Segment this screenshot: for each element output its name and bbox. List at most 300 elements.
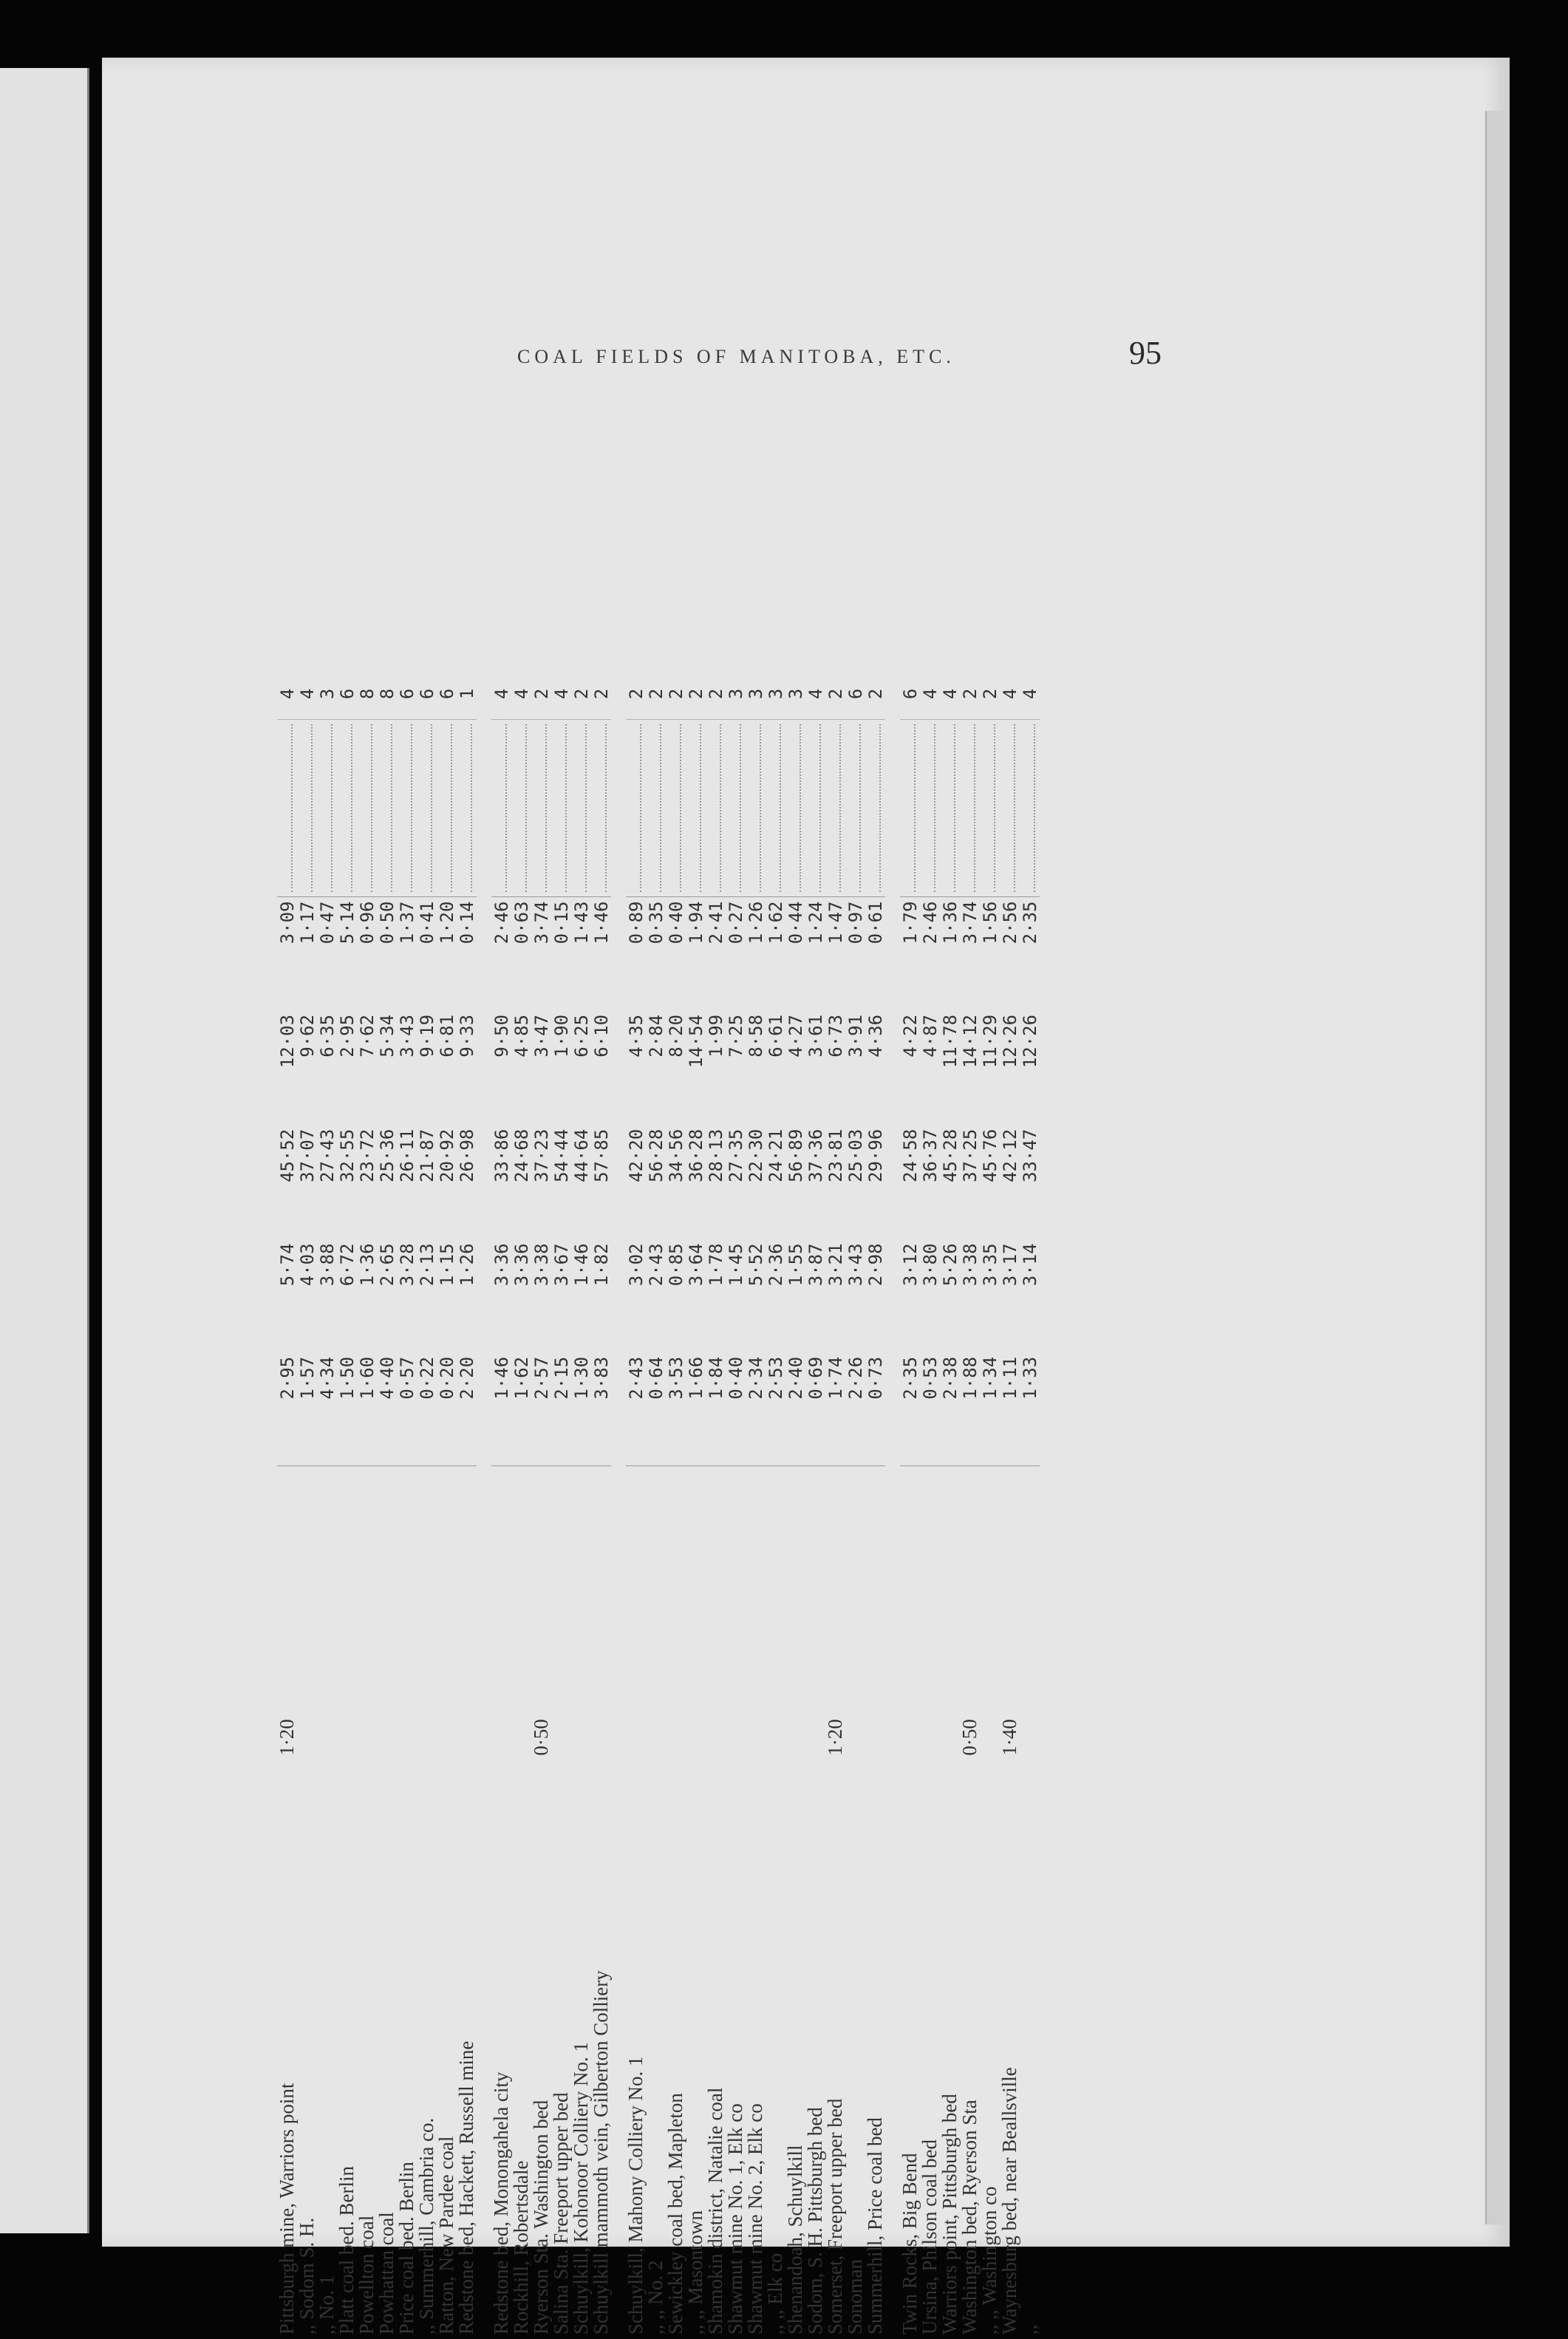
column-2-cell: 0·85: [665, 1243, 686, 1287]
column-4-cell: 3·43: [396, 1014, 417, 1058]
column-1-cell: 0·53: [919, 1356, 941, 1400]
column-5-cell: 1·43: [571, 896, 591, 1010]
dot-leader: [751, 724, 761, 892]
column-5-cell: 0·27: [726, 896, 746, 1010]
reference-number-cell: 3: [316, 688, 338, 700]
column-4-cell: 9·19: [416, 1014, 437, 1058]
dot-leader-cell: [397, 719, 417, 896]
column-4-cell: 4·27: [785, 1014, 806, 1058]
locality-cell: Redstone bed, Monongahela city: [490, 2071, 512, 2335]
column-4-cell: 4·22: [899, 1014, 921, 1058]
table-row: [626, 669, 646, 2339]
table-row: [297, 669, 317, 2339]
column-5-cell: 0·50: [377, 896, 397, 1010]
column-4-cell: 14·12: [959, 1014, 981, 1069]
dot-leader-cell: [845, 719, 865, 896]
table-row: [571, 669, 591, 2339]
lead-value-cell: [666, 1466, 686, 1760]
column-5-cell: 1·20: [437, 896, 457, 1010]
column-2-cell: 1·55: [785, 1243, 806, 1287]
table-row: [457, 669, 477, 2339]
locality-cell: Schuylkill, Mahony Colliery No. 1: [624, 2056, 647, 2335]
locality-cell: Schuylkill mammoth vein, Gilberton Colliery: [590, 1970, 612, 2335]
column-3-cell: 36·37: [919, 1128, 941, 1182]
column-1-cell: 2·43: [625, 1356, 647, 1400]
lead-value-cell: [940, 1466, 960, 1760]
table-row: [437, 669, 457, 2339]
column-2-cell: 1·26: [456, 1243, 477, 1287]
column-2-cell: 5·26: [939, 1243, 961, 1287]
column-2-cell: 1·46: [570, 1243, 592, 1287]
lead-value-cell: [686, 1466, 706, 1760]
lead-value-cell: [865, 1466, 885, 1760]
table-row: [845, 669, 865, 2339]
locality-cell: Ryerson Sta. Washington bed: [530, 2100, 552, 2335]
column-2-cell: 2·65: [376, 1243, 398, 1287]
reference-number-cell: 4: [999, 688, 1020, 700]
column-3-cell: 37·23: [531, 1128, 552, 1182]
column-5-cell: 1·17: [297, 896, 317, 1010]
table-row: [377, 669, 397, 2339]
dot-leader: [556, 724, 567, 892]
dot-leader-cell: [277, 719, 297, 896]
column-1-cell: 1·88: [959, 1356, 981, 1400]
column-2-cell: 3·43: [845, 1243, 866, 1287]
column-1-cell: 1·34: [979, 1356, 1001, 1400]
column-5-cell: 0·44: [785, 896, 805, 1010]
column-2-cell: 3·67: [550, 1243, 572, 1287]
dot-leader-cell: [646, 719, 666, 896]
reference-number-cell: 4: [511, 688, 532, 700]
column-1-cell: 2·53: [765, 1356, 786, 1400]
table-row: [337, 669, 357, 2339]
table-row: [417, 669, 437, 2339]
column-2-cell: 1·15: [436, 1243, 457, 1287]
column-3-cell: 24·21: [765, 1128, 786, 1182]
column-2-cell: 3·64: [685, 1243, 706, 1287]
dot-leader: [536, 724, 547, 892]
column-4-cell: 6·10: [590, 1014, 612, 1058]
column-2-cell: 5·74: [276, 1243, 298, 1287]
column-2-cell: 3·80: [919, 1243, 941, 1287]
table-row: [726, 669, 746, 2339]
column-1-cell: 0·64: [645, 1356, 667, 1400]
column-4-cell: 9·62: [296, 1014, 318, 1058]
column-3-cell: 54·44: [550, 1128, 572, 1182]
locality-cell: Sonoman: [844, 2258, 866, 2335]
column-3-cell: 34·56: [665, 1128, 686, 1182]
table-row: [766, 669, 785, 2339]
table-group-gap: [611, 669, 626, 2339]
locality-cell: Shenandoah, Schuylkill: [784, 2145, 806, 2335]
dot-leader: [731, 724, 741, 892]
dot-leader-cell: [357, 719, 377, 896]
dot-leader-cell: [591, 719, 611, 896]
locality-cell: Ursina, Philson coal bed: [918, 2139, 941, 2335]
column-3-cell: 56·89: [785, 1128, 806, 1182]
column-4-cell: 5·34: [376, 1014, 398, 1058]
lead-value-cell: 0·50: [960, 1466, 980, 1760]
dot-leader-cell: [940, 719, 960, 896]
dot-leader: [791, 724, 801, 892]
locality-cell: Washington bed, Ryerson Sta: [958, 2100, 981, 2335]
dot-leader: [342, 724, 352, 892]
column-3-cell: 23·72: [356, 1128, 378, 1182]
table-row: [591, 669, 611, 2339]
locality-cell: ,, ,, No. 2: [644, 2260, 667, 2335]
lead-value-cell: [297, 1466, 317, 1760]
lead-value-cell: [417, 1466, 437, 1760]
column-1-cell: 1·50: [336, 1356, 358, 1400]
column-2-cell: 3·87: [805, 1243, 826, 1287]
dot-leader: [671, 724, 681, 892]
page-number: 95: [1129, 335, 1162, 371]
column-5-cell: 5·14: [337, 896, 357, 1010]
reference-number-cell: 6: [396, 688, 417, 700]
column-3-cell: 23·81: [825, 1128, 846, 1182]
column-2-cell: 1·82: [590, 1243, 612, 1287]
column-2-cell: 2·98: [865, 1243, 886, 1287]
column-3-cell: 24·58: [899, 1128, 921, 1182]
column-5-cell: 2·46: [920, 896, 940, 1010]
locality-cell: ,, Sodom S. H.: [296, 2217, 318, 2335]
column-3-cell: 26·98: [456, 1128, 477, 1182]
dot-leader-cell: [491, 719, 511, 896]
dot-leader-cell: [726, 719, 746, 896]
dot-leader-cell: [297, 719, 317, 896]
dot-leader-cell: [865, 719, 885, 896]
table-row: [1020, 669, 1040, 2339]
column-3-cell: 57·85: [590, 1128, 612, 1182]
dot-leader: [596, 724, 607, 892]
column-1-cell: 4·40: [376, 1356, 398, 1400]
column-4-cell: 7·62: [356, 1014, 378, 1058]
column-4-cell: 6·35: [316, 1014, 338, 1058]
column-2-cell: 4·03: [296, 1243, 318, 1287]
column-4-cell: 4·87: [919, 1014, 941, 1058]
reference-number-cell: 2: [979, 688, 1001, 700]
column-5-cell: 1·62: [766, 896, 785, 1010]
column-1-cell: 2·26: [845, 1356, 866, 1400]
locality-cell: Rockhill, Robertsdale: [510, 2160, 532, 2335]
column-4-cell: 2·84: [645, 1014, 667, 1058]
column-2-cell: 3·88: [316, 1243, 338, 1287]
column-1-cell: 1·84: [705, 1356, 726, 1400]
column-4-cell: 12·03: [276, 1014, 298, 1069]
lead-value-cell: [357, 1466, 377, 1760]
column-3-cell: 45·76: [979, 1128, 1001, 1182]
column-5-cell: 0·14: [457, 896, 477, 1010]
lead-value-cell: [706, 1466, 726, 1760]
dot-leader: [497, 724, 507, 892]
dot-leader-cell: [626, 719, 646, 896]
dot-leader-cell: [785, 719, 805, 896]
column-2-cell: 2·13: [416, 1243, 437, 1287]
locality-cell: Waynesburg bed, near Beallsville: [998, 2067, 1020, 2335]
column-1-cell: 0·73: [865, 1356, 886, 1400]
locality-cell: Powhattan coal: [375, 2212, 398, 2335]
column-3-cell: 42·20: [625, 1128, 647, 1182]
dot-leader: [651, 724, 661, 892]
dot-leader-cell: [377, 719, 397, 896]
dot-leader: [711, 724, 721, 892]
column-5-cell: 0·89: [626, 896, 646, 1010]
table-row: [785, 669, 805, 2339]
column-1-cell: 2·95: [276, 1356, 298, 1400]
dot-leader: [1025, 724, 1035, 892]
reference-number-cell: 6: [899, 688, 921, 700]
lead-value-cell: [1020, 1466, 1040, 1760]
lead-value-cell: [920, 1466, 940, 1760]
locality-cell: Shawmut mine No. 2, Elk co: [744, 2103, 766, 2335]
column-4-cell: 4·36: [865, 1014, 886, 1058]
table-row: [397, 669, 417, 2339]
column-2-cell: 3·12: [899, 1243, 921, 1287]
column-4-cell: 6·81: [436, 1014, 457, 1058]
column-2-cell: 3·21: [825, 1243, 846, 1287]
table-row: [491, 669, 511, 2339]
column-5-cell: 3·09: [277, 896, 297, 1010]
dot-leader-cell: [825, 719, 845, 896]
table-row: [511, 669, 531, 2339]
adjacent-page-edge: [0, 68, 89, 2233]
column-5-cell: 0·47: [317, 896, 337, 1010]
locality-cell: Summerhill, Price coal bed: [864, 2117, 886, 2335]
locality-cell: Shawmut mine No. 1, Elk co: [724, 2103, 746, 2335]
dot-leader: [771, 724, 781, 892]
dot-leader-cell: [706, 719, 726, 896]
dot-leader: [691, 724, 701, 892]
dot-leader: [831, 724, 841, 892]
reference-number-cell: 6: [416, 688, 437, 700]
lead-value-cell: [377, 1466, 397, 1760]
dot-leader: [985, 724, 995, 892]
dot-leader-cell: [920, 719, 940, 896]
lead-value-cell: [511, 1466, 531, 1760]
column-1-cell: 3·53: [665, 1356, 686, 1400]
reference-number-cell: 4: [296, 688, 318, 700]
column-1-cell: 1·66: [685, 1356, 706, 1400]
column-3-cell: 20·92: [436, 1128, 457, 1182]
lead-value-cell: [551, 1466, 571, 1760]
column-4-cell: 8·20: [665, 1014, 686, 1058]
dot-leader: [576, 724, 587, 892]
column-5-cell: 1·37: [397, 896, 417, 1010]
dot-leader: [382, 724, 392, 892]
column-1-cell: 2·15: [550, 1356, 572, 1400]
column-5-cell: 1·36: [940, 896, 960, 1010]
column-1-cell: 0·57: [396, 1356, 417, 1400]
reference-number-cell: 2: [625, 688, 647, 700]
dot-leader: [945, 724, 955, 892]
column-4-cell: 9·50: [491, 1014, 512, 1058]
column-5-cell: 0·61: [865, 896, 885, 1010]
column-3-cell: 37·25: [959, 1128, 981, 1182]
dot-leader-cell: [766, 719, 785, 896]
locality-cell: Powellton coal: [355, 2215, 378, 2335]
lead-value-cell: [437, 1466, 457, 1760]
column-4-cell: 7·25: [725, 1014, 746, 1058]
column-2-cell: 3·38: [959, 1243, 981, 1287]
table-row: [317, 669, 337, 2339]
dot-leader: [851, 724, 861, 892]
column-1-cell: 2·20: [456, 1356, 477, 1400]
column-4-cell: 6·25: [570, 1014, 592, 1058]
rotated-analysis-table: [277, 669, 1156, 2339]
dot-leader-cell: [457, 719, 477, 896]
table-row: [900, 669, 920, 2339]
dot-leader: [631, 724, 641, 892]
column-1-cell: 4·34: [316, 1356, 338, 1400]
column-1-cell: 0·69: [805, 1356, 826, 1400]
column-5-cell: 2·46: [491, 896, 511, 1010]
column-3-cell: 25·36: [376, 1128, 398, 1182]
column-3-cell: 28·13: [705, 1128, 726, 1182]
reference-number-cell: 2: [590, 688, 612, 700]
column-1-cell: 1·11: [999, 1356, 1020, 1400]
column-5-cell: 1·79: [900, 896, 920, 1010]
locality-cell: Sodom, S. H. Pittsburgh bed: [804, 2107, 826, 2335]
lead-value-cell: [491, 1466, 511, 1760]
reference-number-cell: 2: [645, 688, 667, 700]
lead-value-cell: [397, 1466, 417, 1760]
lead-value-cell: 1·20: [825, 1466, 845, 1760]
column-2-cell: 3·38: [531, 1243, 552, 1287]
dot-leader: [282, 724, 293, 892]
reference-number-cell: 2: [865, 688, 886, 700]
column-3-cell: 32·55: [336, 1128, 358, 1182]
column-1-cell: 1·62: [511, 1356, 532, 1400]
column-3-cell: 33·47: [1019, 1128, 1040, 1182]
lead-value-cell: [337, 1466, 357, 1760]
column-4-cell: 12·26: [1019, 1014, 1040, 1069]
column-5-cell: 0·63: [511, 896, 531, 1010]
column-5-cell: 1·46: [591, 896, 611, 1010]
dot-leader: [462, 724, 472, 892]
table-row: [980, 669, 1000, 2339]
column-3-cell: 27·43: [316, 1128, 338, 1182]
lead-value-cell: [766, 1466, 785, 1760]
dot-leader-cell: [980, 719, 1000, 896]
table-row: [940, 669, 960, 2339]
reference-number-cell: 3: [745, 688, 766, 700]
column-4-cell: 3·47: [531, 1014, 552, 1058]
lead-value-cell: [900, 1466, 920, 1760]
lead-value-cell: 1·40: [1000, 1466, 1020, 1760]
column-1-cell: 2·38: [939, 1356, 961, 1400]
column-2-cell: 1·45: [725, 1243, 746, 1287]
column-4-cell: 9·33: [456, 1014, 477, 1058]
column-1-cell: 0·22: [416, 1356, 437, 1400]
dot-leader-cell: [746, 719, 766, 896]
column-3-cell: 45·28: [939, 1128, 961, 1182]
column-4-cell: 11·29: [979, 1014, 1001, 1069]
dot-leader: [322, 724, 333, 892]
dot-leader-cell: [337, 719, 357, 896]
lead-value-cell: [457, 1466, 477, 1760]
column-5-cell: 1·24: [805, 896, 825, 1010]
column-2-cell: 3·35: [979, 1243, 1001, 1287]
dot-leader-cell: [531, 719, 551, 896]
running-head: COAL FIELDS OF MANITOBA, ETC.: [517, 346, 955, 367]
locality-cell: Ratton, New Pardee coal: [435, 2136, 457, 2335]
locality-cell: Warriors point, Pittsburgh bed: [938, 2094, 961, 2335]
lead-value-cell: 0·50: [531, 1466, 551, 1760]
column-5-cell: 0·15: [551, 896, 571, 1010]
dot-leader: [870, 724, 881, 892]
dot-leader-cell: [511, 719, 531, 896]
table-row: [277, 669, 297, 2339]
lead-value-cell: [980, 1466, 1000, 1760]
reference-number-cell: 4: [1019, 688, 1040, 700]
reference-number-cell: 4: [276, 688, 298, 700]
table-row: [357, 669, 377, 2339]
dot-leader: [302, 724, 313, 892]
reference-number-cell: 8: [376, 688, 398, 700]
column-1-cell: 1·74: [825, 1356, 846, 1400]
locality-cell: Platt coal bed. Berlin: [335, 2166, 358, 2335]
column-3-cell: 44·64: [570, 1128, 592, 1182]
dot-leader: [1005, 724, 1015, 892]
locality-cell: Somerset, Freeport upper bed: [824, 2098, 846, 2335]
column-3-cell: 25·03: [845, 1128, 866, 1182]
locality-cell: ,, ,, Washington co: [978, 2186, 1001, 2335]
dot-leader-cell: [666, 719, 686, 896]
column-4-cell: 3·91: [845, 1014, 866, 1058]
reference-number-cell: 6: [336, 688, 358, 700]
reference-number-cell: 1: [456, 688, 477, 700]
locality-cell: Sewickley coal bed, Mapleton: [664, 2093, 686, 2335]
locality-cell: Salina Sta. Freeport upper bed: [550, 2092, 572, 2335]
column-3-cell: 33·86: [491, 1128, 512, 1182]
dot-leader-cell: [551, 719, 571, 896]
dot-leader: [442, 724, 452, 892]
dot-leader: [362, 724, 372, 892]
column-3-cell: 45·52: [276, 1128, 298, 1182]
coal-analysis-table: [277, 669, 1040, 2339]
column-5-cell: 0·41: [417, 896, 437, 1010]
table-row: [646, 669, 666, 2339]
lead-value-cell: [726, 1466, 746, 1760]
reference-number-cell: 8: [356, 688, 378, 700]
column-3-cell: 42·12: [999, 1128, 1020, 1182]
column-5-cell: 2·56: [1000, 896, 1020, 1010]
column-5-cell: 0·40: [666, 896, 686, 1010]
column-1-cell: 2·34: [745, 1356, 766, 1400]
reference-number-cell: 2: [705, 688, 726, 700]
column-3-cell: 37·36: [805, 1128, 826, 1182]
column-4-cell: 6·61: [765, 1014, 786, 1058]
column-2-cell: 2·36: [765, 1243, 786, 1287]
column-5-cell: 3·74: [531, 896, 551, 1010]
column-4-cell: 4·35: [625, 1014, 647, 1058]
lead-value-cell: [845, 1466, 865, 1760]
column-4-cell: 2·95: [336, 1014, 358, 1058]
column-4-cell: 6·73: [825, 1014, 846, 1058]
table-row: [960, 669, 980, 2339]
reference-number-cell: 4: [491, 688, 512, 700]
table-row: [920, 669, 940, 2339]
dot-leader: [402, 724, 412, 892]
reference-number-cell: 6: [845, 688, 866, 700]
column-5-cell: 1·47: [825, 896, 845, 1010]
lead-value-cell: [746, 1466, 766, 1760]
column-1-cell: 0·20: [436, 1356, 457, 1400]
locality-cell: Schuylkill, Kohonoor Colliery No. 1: [570, 2042, 592, 2335]
column-4-cell: 8·58: [745, 1014, 766, 1058]
dot-leader-cell: [317, 719, 337, 896]
reference-number-cell: 4: [805, 688, 826, 700]
